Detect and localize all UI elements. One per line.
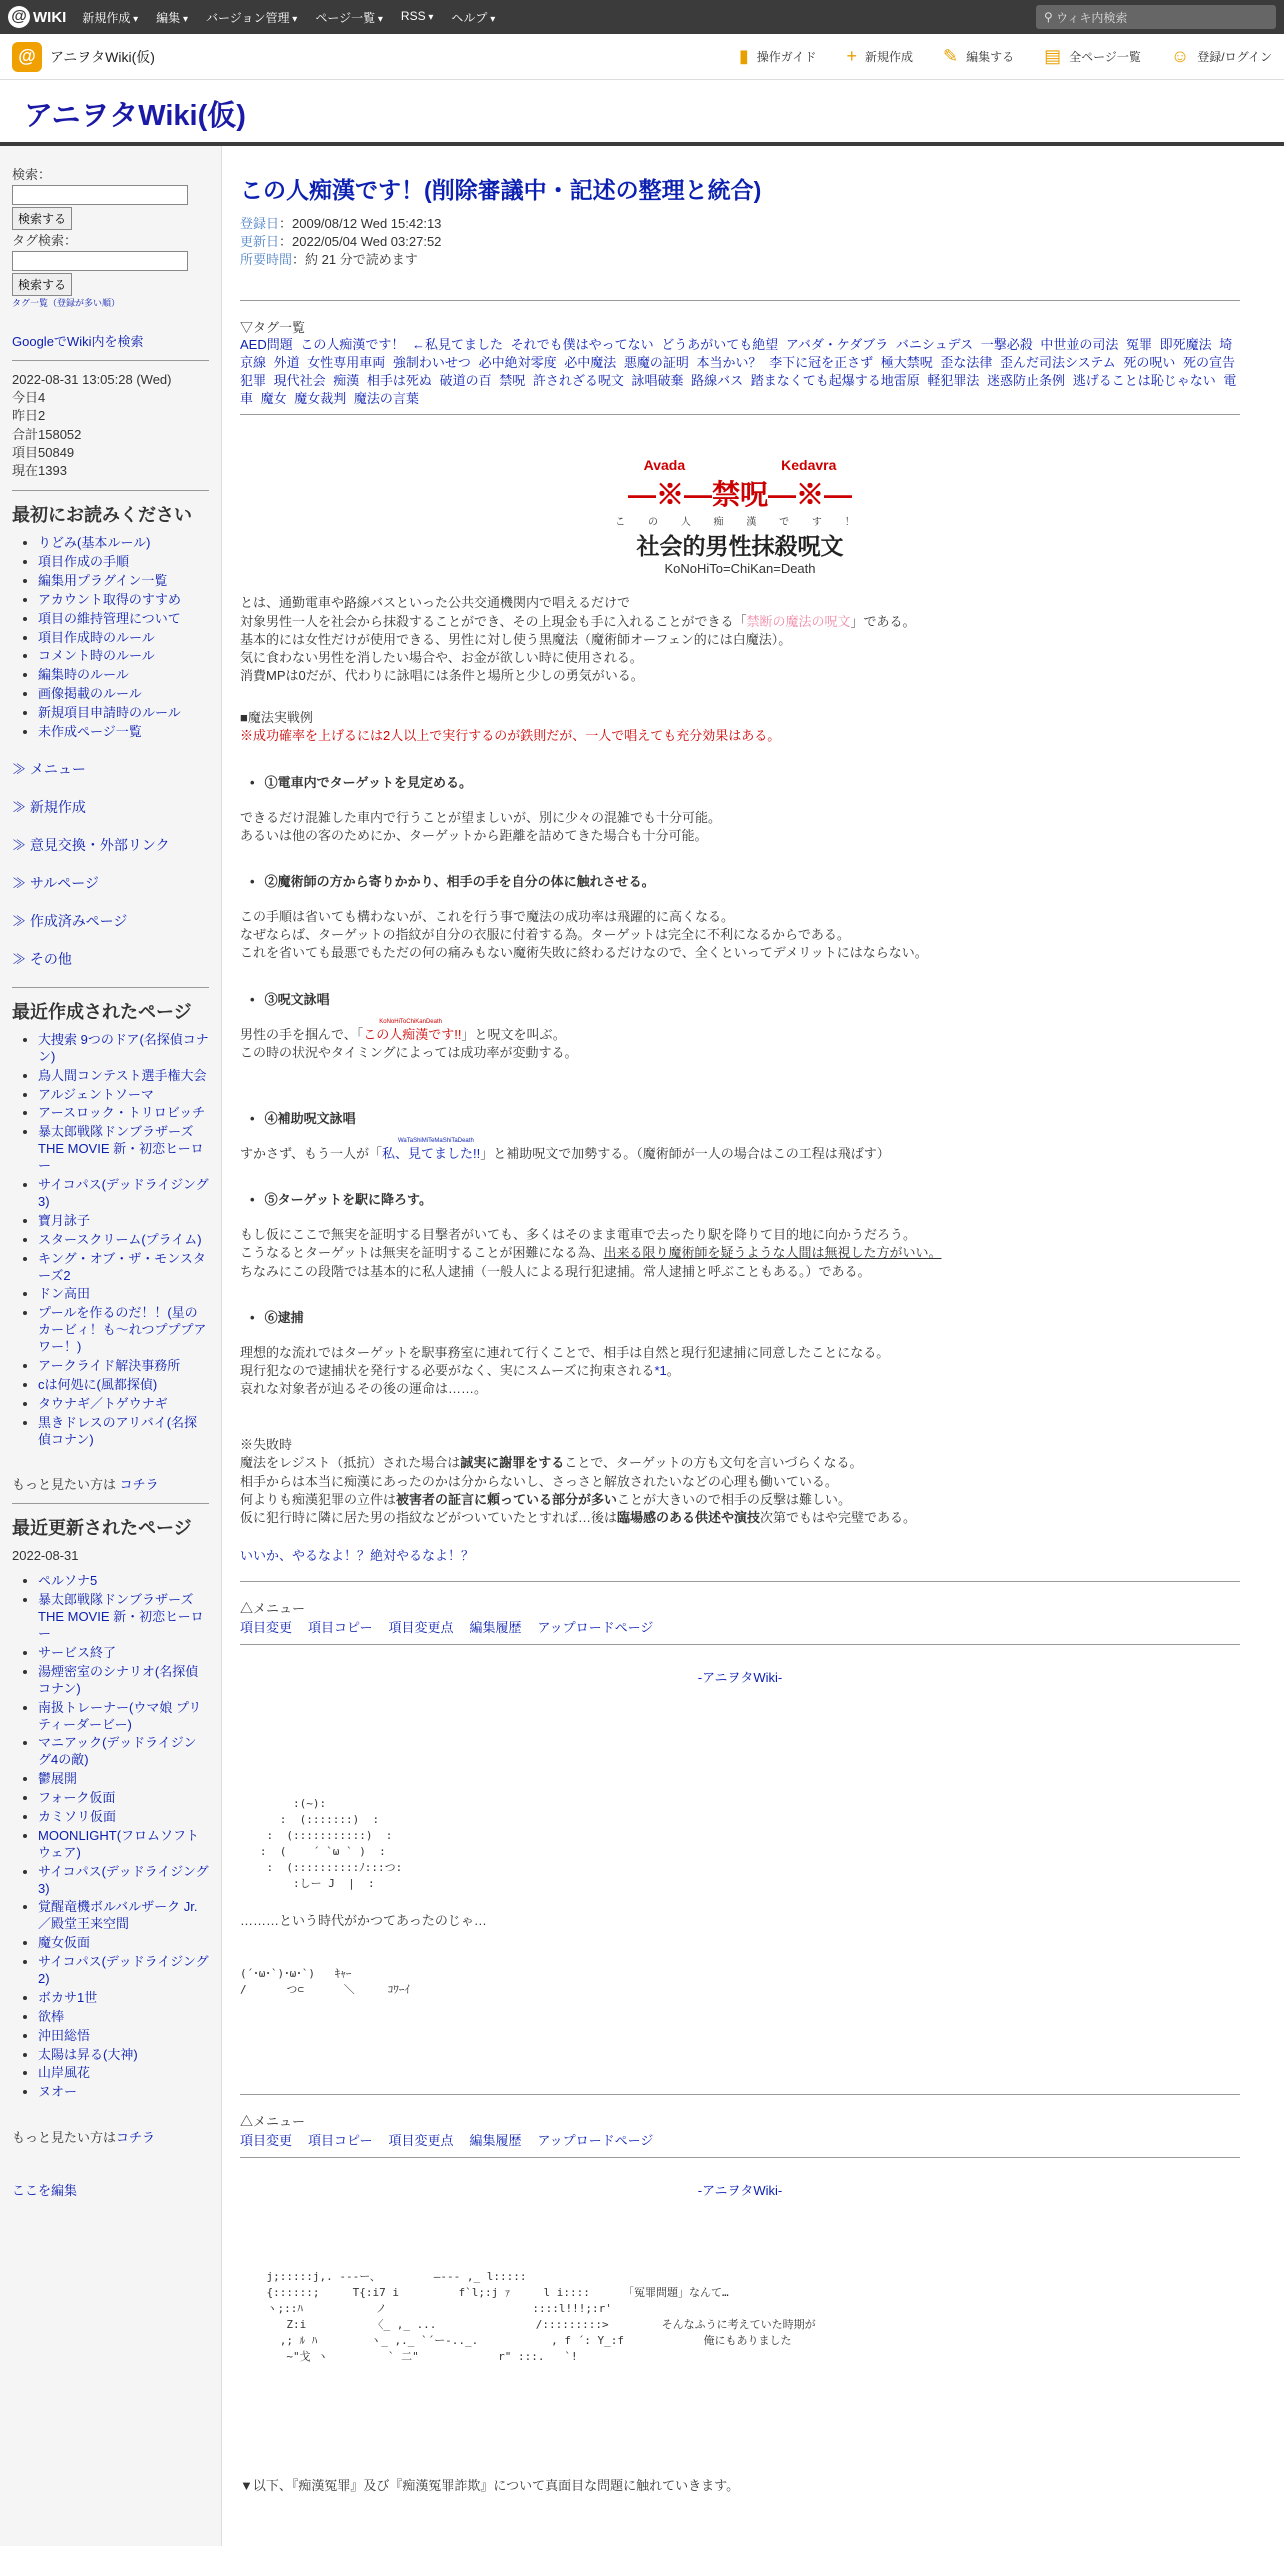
tag-link[interactable]: 冤罪 <box>1126 336 1153 352</box>
recent-updated-item <box>38 1573 209 1590</box>
section-created[interactable]: ≫ 作成済みページ <box>12 912 128 929</box>
tag-link[interactable]: 歪な法律 <box>940 354 993 370</box>
recent-updated-item <box>38 1664 209 1698</box>
tag-link[interactable]: 極大禁呪 <box>880 354 933 370</box>
recent-created-heading: 最近作成されたページ <box>12 1001 192 1022</box>
footer-history[interactable]: 編集履歴 <box>469 1620 522 1636</box>
recent-updated-item-link[interactable]: 魔女仮面 <box>38 1935 91 1951</box>
footer-menu-2 <box>240 2130 1240 2149</box>
recent-created-item <box>38 1358 209 1375</box>
tag-link[interactable]: 魔女裁判 <box>294 391 347 407</box>
recent-updated-item <box>38 1864 209 1898</box>
user-add-icon: ☺ <box>1170 46 1190 66</box>
tag-link[interactable]: 痴漢 <box>333 372 360 388</box>
recent-created-item-link[interactable]: アースロック・トリロビッチ <box>38 1105 206 1121</box>
first-read-item-link[interactable]: 編集用プラグイン一覧 <box>38 572 168 588</box>
tag-link[interactable]: 路線バス <box>691 372 744 388</box>
recent-created-item <box>38 1032 209 1066</box>
tag-link[interactable]: 女性専用車両 <box>307 354 386 370</box>
recent-created-item <box>38 1415 209 1449</box>
recent-created-item <box>38 1124 209 1175</box>
recent-updated-item <box>38 1592 209 1643</box>
example-heading: ■魔法実戦例 <box>240 710 313 726</box>
recent-updated-heading: 最近更新されたページ <box>12 1518 192 1539</box>
first-read-item-link[interactable]: りどみ(基本ルール) <box>38 535 151 551</box>
google-search-link[interactable]: GoogleでWiki内を検索 <box>12 334 144 349</box>
recent-updated-item-link[interactable]: サイコパス(デッドライジング3) <box>38 1863 209 1896</box>
recent-updated-date: 2022-08-31 <box>12 1548 79 1564</box>
menu-heading: △メニュー <box>240 1601 306 1617</box>
tag-heading[interactable]: ▽タグ一覧 <box>240 319 306 335</box>
era-text: ………という時代がかつてあったのじゃ… <box>240 1913 487 1928</box>
search-icon: ⚲ <box>1044 10 1057 24</box>
recent-updated-item-link[interactable]: 太陽は昇る(大神) <box>38 2046 138 2062</box>
page-meta: 登録日：2009/08/12 Wed 15:42:13 更新日：2022/05/04 Wed 03:27:52 所要時間：約 21 分で読めます <box>240 216 442 268</box>
document-icon: ▤ <box>1044 46 1062 66</box>
footer-copy-2[interactable]: 項目コピー <box>308 2133 373 2149</box>
tag-link[interactable]: 即死魔法 <box>1159 336 1212 352</box>
recent-updated-item-link[interactable]: 湯煙密室のシナリオ(名探偵コナン) <box>38 1663 199 1696</box>
recent-created-item <box>38 1377 209 1394</box>
footer-edit-2[interactable]: 項目変更 <box>240 2133 293 2149</box>
wiki-search-input[interactable]: ⚲ ウィキ内検索 <box>1036 5 1276 29</box>
recent-created-item-link[interactable]: キング・オブ・ザ・モンスターズ2 <box>38 1250 206 1283</box>
sub-bar <box>0 34 1284 80</box>
recent-created-item <box>38 1177 209 1211</box>
all-pages-button[interactable]: ▤ 全ページ一覧 <box>1044 46 1141 66</box>
first-read-item <box>38 573 209 590</box>
tag-link[interactable]: 死の呪い <box>1123 354 1176 370</box>
sidebar: 検索： 検索する タグ検索： 検索する タグ一覧（登録が多い順） GoogleでWiki内を検索 2022-08-31 13:05:28 (Wed) 今日4 昨日2 合計158052 項目50849 現在1393 最初にお読みください • りどみ(基本ルール) • 項目作成の手順 • 編集用プラグイン一覧 • アカウント取得のすすめ • 項目の維持管理について • 項目作成時のルール • コメント時のルール • 編集時のルール • 画像掲載のルール • 新規項目申請時のルール • 未作成ページ一覧 ≫ メニュー ≫ 新規作成 ≫ 意見交換・外部リンク ≫ サルページ ≫ 作成済みページ ≫ その他 最近作成されたページ • 大捜索 9つのドア(名探偵コナン) • 鳥人間コンテスト選手権大会 • アルジェントソーマ • アースロック・トリロビッチ • 暴太郎戦隊ドンブラザーズ THE MOVIE 新・初恋ヒーロー • サイコパス(デッドライジング3) • 寶月詠子 • スタースクリーム(プライム) • キング・オブ・ザ・モンスターズ2 • ドン高田 • プールを作るのだ！！(星のカービィ！も〜れつプププアワー！) • アークライド解決事務所 • cは何処に(風都探偵) • タウナギ／トゲウナギ • 黒きドレスのアリバイ(名探偵コナン) もっと見たい方は コチラ 最近更新されたページ 2022-08-31 • ペルソナ5 • 暴太郎戦隊ドンブラザーズ THE MOVIE 新・初恋ヒーロー • サービス終了 • 湯煙密室のシナリオ(名探偵コナン) • 南扱トレーナー(ウマ娘 プリティーダービー) • マニアック(デッドライジング4の敵) • 鬱展開 • フォーク仮面 • カミソリ仮面 • MOONLIGHT(フロムソフトウェア) • サイコパス(デッドライジング3) • 覚醒竜機ボルバルザーク Jr.／殿堂王来空間 • 魔女仮面 • サイコパス(デッドライジング2) • ボカサ1世 • 欲棒 • 沖田総悟 • 太陽は昇る(大神) • 山岸風花 • ヌオー もっと見たい方はコチラ ここを編集 <box>0 146 222 2546</box>
recent-updated-item <box>38 1735 209 1769</box>
tag-link[interactable]: 中世並の司法 <box>1040 336 1119 352</box>
recent-updated-list <box>38 1573 209 2101</box>
tag-search-label: タグ検索： <box>12 233 78 248</box>
edit-sidebar-link[interactable]: ここを編集 <box>12 2183 78 2199</box>
tag-link[interactable]: 必中魔法 <box>564 354 617 370</box>
first-read-item <box>38 724 209 741</box>
recent-created-item-link[interactable]: アルジェントソーマ <box>38 1086 154 1102</box>
footer-diff[interactable]: 項目変更点 <box>388 1620 454 1636</box>
recent-updated-item <box>38 2028 209 2045</box>
step-4: • ④補助呪文詠唱 <box>250 1108 1240 1127</box>
sidebar-search-input[interactable] <box>12 185 188 205</box>
step-6: • ⑥逮捕 <box>250 1307 1240 1326</box>
first-read-item-link[interactable]: 項目作成時のルール <box>38 629 155 645</box>
section-salvage[interactable]: ≫ サルページ <box>12 874 99 891</box>
book-icon: ▮ <box>738 46 749 66</box>
recent-updated-item <box>38 1935 209 1952</box>
recent-updated-item-link[interactable]: サイコパス(デッドライジング2) <box>38 1954 209 1986</box>
page-title: この人痴漢です！(削除審議中・記述の整理と統合) <box>240 177 762 203</box>
recent-created-item-link[interactable]: サイコパス(デッドライジング3) <box>38 1177 209 1209</box>
first-read-item <box>38 648 209 665</box>
recent-created-item <box>38 1213 209 1230</box>
tag-search-input[interactable] <box>12 251 188 271</box>
top-menu <box>82 9 495 26</box>
first-read-item <box>38 554 209 571</box>
wiki-logo[interactable]: @ WIKI <box>8 6 66 28</box>
recent-created-item <box>38 1087 209 1104</box>
section-menu[interactable]: ≫ メニュー <box>12 760 86 777</box>
tag-link[interactable]: 死の宣告 <box>1183 354 1236 370</box>
new-page-button[interactable]: + 新規作成 <box>846 46 913 66</box>
footer-diff-2[interactable]: 項目変更点 <box>388 2133 454 2149</box>
menu-pages[interactable]: ページ一覧 ▾ <box>315 9 383 26</box>
first-read-item <box>38 667 209 684</box>
recent-created-item <box>38 1286 209 1303</box>
first-read-list <box>38 535 209 741</box>
closing-line: いいか、やるなよ！？絶対やるなよ！？ <box>240 1548 475 1564</box>
tag-link[interactable]: 魔女 <box>260 391 287 407</box>
login-button[interactable]: ☺ 登録/ログイン <box>1170 46 1272 66</box>
first-read-item-link[interactable]: 編集時のルール <box>38 667 129 683</box>
recent-created-item-link[interactable]: cは何処に(風都探偵) <box>38 1376 158 1392</box>
recent-created-item-link[interactable]: 寶月詠子 <box>38 1212 91 1228</box>
recent-updated-item <box>38 2009 209 2026</box>
tag-link[interactable]: どうあがいても絶望 <box>661 336 779 352</box>
tag-link[interactable]: 相手は死ぬ <box>366 372 432 388</box>
example-note: ※成功確率を上げるには2人以上で実行するのが鉄則だが、一人で唱えても充分効果はある。 <box>240 728 781 744</box>
tag-link[interactable]: この人痴漢です！ <box>300 336 405 352</box>
recent-updated-item-link[interactable]: 沖田総悟 <box>38 2027 91 2043</box>
recent-updated-item <box>38 1954 209 1988</box>
tag-link[interactable]: 軽犯罪法 <box>927 372 980 388</box>
tag-link[interactable]: 魔法の言葉 <box>353 391 419 407</box>
recent-updated-item-link[interactable]: 鬱展開 <box>38 1771 78 1787</box>
tag-link[interactable]: 強制わいせつ <box>392 354 471 370</box>
recent-created-item-link[interactable]: タウナギ／トゲウナギ <box>38 1395 168 1411</box>
first-read-item <box>38 686 209 703</box>
first-read-item-link[interactable]: アカウント取得のすすめ <box>38 591 182 607</box>
section-links[interactable]: ≫ 意見交換・外部リンク <box>12 836 170 853</box>
pencil-icon: ✎ <box>942 46 959 66</box>
first-read-item-link[interactable]: 未作成ページ一覧 <box>38 724 142 740</box>
tag-link[interactable]: 歪んだ司法システム <box>1000 354 1116 370</box>
top-bar <box>0 0 1284 34</box>
recent-created-item <box>38 1396 209 1413</box>
divider <box>12 490 209 491</box>
main-content: この人痴漢です！(削除審議中・記述の整理と統合) 登録日：2009/08/12 Wed 15:42:13 更新日：2022/05/04 Wed 03:27:52 所要時間：約 21 分で読めます ▽タグ一覧 AED問題 この人痴漢です！ ←私見てました それでも僕はやってない どうあがいても絶望 アバダ・ケダブラ バニシュデス 一撃必殺 中世並の司法 冤罪 即死魔法 埼京線 外道 女性専用車両 強制わいせつ 必中絶対零度 必中魔法 悪魔の証明 本当かい？ 李下に冠を正さず 極大禁呪 歪な法律 歪んだ司法システム 死の呪い 死の宣告 犯罪 現代社会 痴漢 相手は死ぬ 破道の百 禁呪 許されざる呪文 詠唱破棄 路線バス 踏まなくても起爆する地雷原 軽犯罪法 迷惑防止条例 逃げることは恥じゃない 電車 魔女 魔女裁判 魔法の言葉 Avada Kedavra ―※―禁呪―※― こ の 人 痴 漢 で す ！ 社会的男性抹殺呪文 KoNoHiTo=ChiKan=Death とは、通勤電車や路線バスといった公共交通機関内で唱えるだけで 対象男性一人を社会から抹殺することができ、その上現金も手に入れることができる「禁断の魔法の呪文」である。 基本的には女性だけが使用できる、男性に対し使う黒魔法（魔術師オーフェン的には白魔法）。 気に食わない男性を消したい場合や、お金が欲しい時に使用される。 消費MPは0だが、代わりに詠唱には条件と場所と少しの勇気がいる。 ■魔法実戦例 ※成功確率を上げるには2人以上で実行するのが鉄則だが、一人で唱えても充分効果はある。 • ①電車内でターゲットを見定める。 できるだけ混雑した車内で行うことが望ましいが、別に少々の混雑でも十分可能。 あるいは他の客のためにか、ターゲットから距離を詰めてきた場合も十分可能。 • ②魔術師の方から寄りかかり、相手の手を自分の体に触れさせる。 この手順は省いても構わないが、これを行う事で魔法の成功率は飛躍的に高くなる。 なぜならば、ターゲットの指紋が自分の衣服に付着する為。ターゲットは完全に不利になるからである。 これを省いても最悪でもただの何の痛みもない魔術失敗に終わるだけなので、全くといってデメリットにはならない。 • ③呪文詠唱 男性の手を掴んで、「 KoNoHiToChiKanDeath この人痴漢です!!」と呪文を叫ぶ。 この時の状況やタイミングによっては成功率が変動する。 • ④補助呪文詠唱 すかさず、もう一人が「 WaTaShiMiTeMaShiTaDeath 私、見てました!!」と補助呪文で加勢する。（魔術師が一人の場合はこの工程は飛ばす） • ⑤ターゲットを駅に降ろす。 もし仮にここで無実を証明する目撃者がいても、多くはそのまま電車で去ったり駅を降りて目的地に向かうだろう。 こうなるとターゲットは無実を証明することが困難になる為、出来る限り魔術師を疑うような人間は無視した方がいい。 ちなみにこの段階では基本的に私人逮捕（一般人による現行犯逮捕。常人逮捕と呼ぶこともある。）である。 • ⑥逮捕 理想的な流れではターゲットを駅事務室に連れて行くことで、相手は自然と現行犯逮捕に同意したことになる。 現行犯なので逮捕状を発行する必要がなく、実にスムーズに拘束される*1。 哀れな対象者が辿るその後の運命は……。 ※失敗時 魔法をレジスト（抵抗）された場合は誠実に謝罪をすることで、ターゲットの方も文句を言いづらくなる。 相手からは本当に痴漢にあったのかは分からないし、さっさと解放されたいなどの心理も働いている。 何よりも痴漢犯罪の立件は被害者の証言に頼っている部分が多いことが大きいので相手の反撃は難しい。 仮に犯行時に隣に居た男の指紋などがついていたとすれば…後は臨場感のある供述や演技次第でもはや完璧である。 いいか、やるなよ！？絶対やるなよ！？ △メニュー 項目変更 項目コピー 項目変更点 編集履歴 アップロードページ -アニヲタWiki- :(~): : (:::::::) : : (:::::::::::) : : ( ´ `ω ` ) : : (::::::::::ﾉ:::つ: :しー J | : ………という時代がかつてあったのじゃ… (´･ω･`)･ω･`) ｷｬｰ / つ⊂ ＼ ｺﾜｰｲ △メニュー 項目変更 項目コピー 項目変更点 編集履歴 アップロードページ -アニヲタWiki- j;:::::j,. ---ー、 —--- ,_ l::::: {::::::; T{:i7 i f`l;:j ｧ l i:::: 「冤罪問題」なんて… ヽ;::ﾊ ノ ::::l!!!;:r' Z:i 〈_ ,_ ... /:::::::::> そんなふうに考えていた時期が ,; ﾙ ﾊ ヽ_ ,._ `´ー-.._. , f ´: Y_:f 俺にもありました ~"戈 ヽ ` 二" r" :::. `! ▼以下、『痴漢冤罪』及び『痴漢冤罪詐欺』について真面目な問題に触れていきます。 <box>222 146 1258 2546</box>
tag-link[interactable]: 一撃必殺 <box>980 336 1033 352</box>
recent-created-item-link[interactable]: ドン高田 <box>38 1286 91 1302</box>
tag-link[interactable]: 破道の百 <box>439 372 492 388</box>
edit-button[interactable]: ✎ 編集する <box>942 46 1015 66</box>
tag-link[interactable]: 許されざる呪文 <box>532 372 624 388</box>
final-note: ▼以下、『痴漢冤罪』及び『痴漢冤罪詐欺』について真面目な問題に触れていきます。 <box>240 2477 740 2493</box>
recent-updated-item <box>38 2065 209 2082</box>
guide-button[interactable]: ▮ 操作ガイド <box>738 46 817 66</box>
recent-updated-item-link[interactable]: 暴太郎戦隊ドンブラザーズ THE MOVIE 新・初恋ヒーロー <box>38 1592 204 1642</box>
first-read-item-link[interactable]: 画像掲載のルール <box>38 686 142 702</box>
tag-link[interactable]: 埼京線 <box>240 336 1233 370</box>
tag-list-link[interactable]: タグ一覧（登録が多い順） <box>12 298 121 308</box>
tag-link[interactable]: 本当かい？ <box>696 354 762 370</box>
footer-upload-2[interactable]: アップロードページ <box>537 2133 654 2149</box>
recent-updated-item-link[interactable]: 山岸風花 <box>38 2065 91 2081</box>
step-1: • ①電車内でターゲットを見定める。 <box>250 772 1240 791</box>
recent-updated-item <box>38 1790 209 1807</box>
forbidden-spell-link[interactable]: 禁断の魔法の呪文 <box>746 613 851 629</box>
first-read-item <box>38 611 209 628</box>
recent-updated-item-link[interactable]: 欲棒 <box>38 2008 65 2024</box>
recent-updated-item-link[interactable]: 南扱トレーナー(ウマ娘 プリティーダービー) <box>38 1699 202 1732</box>
first-read-heading: 最初にお読みください <box>12 505 192 526</box>
recent-updated-item <box>38 1771 209 1788</box>
spell-header: Avada Kedavra ―※―禁呪―※― こ の 人 痴 漢 で す ！ 社会的男性抹殺呪文 KoNoHiTo=ChiKan=Death <box>615 457 865 577</box>
divider <box>12 1503 209 1504</box>
ascii-art-2: (´･ω･`)･ω･`) ｷｬｰ / つ⊂ ＼ ｺﾜｰｲ <box>240 1967 410 1997</box>
recent-created-list <box>38 1032 209 1448</box>
sub-nav <box>739 46 1272 67</box>
first-read-item <box>38 535 209 552</box>
first-read-item-link[interactable]: コメント時のルール <box>38 648 155 664</box>
tag-link[interactable]: 詠唱破棄 <box>631 372 684 388</box>
tag-search-button[interactable]: 検索する <box>12 273 72 296</box>
section-other[interactable]: ≫ その他 <box>12 950 72 967</box>
banner <box>0 80 1284 146</box>
tag-link[interactable]: 現代社会 <box>273 372 326 388</box>
recent-created-item-link[interactable]: アークライド解決事務所 <box>38 1357 181 1373</box>
recent-updated-item-link[interactable]: カミソリ仮面 <box>38 1808 117 1824</box>
first-read-item-link[interactable]: 新規項目申請時のルール <box>38 705 181 721</box>
tag-link[interactable]: 逃げることは恥じゃない <box>1072 372 1216 388</box>
plus-icon: + <box>846 46 857 66</box>
tag-link[interactable]: 踏まなくても起爆する地雷原 <box>750 372 920 388</box>
tag-link[interactable]: 禁呪 <box>499 372 526 388</box>
recent-updated-item <box>38 1899 209 1933</box>
recent-created-item-link[interactable]: 大捜索 9つのドア(名探偵コナン) <box>38 1031 209 1064</box>
first-read-item-link[interactable]: 項目の維持管理について <box>38 610 181 626</box>
recent-created-item-link[interactable]: スタースクリーム(プライム) <box>38 1231 202 1247</box>
recent-created-item-link[interactable]: 鳥人間コンテスト選手権大会 <box>38 1067 207 1083</box>
tag-link[interactable]: 犯罪 <box>240 372 267 388</box>
tag-link[interactable]: それでも僕はやってない <box>510 336 654 352</box>
recent-created-item-link[interactable]: 暴太郎戦隊ドンブラザーズ THE MOVIE 新・初恋ヒーロー <box>38 1124 204 1174</box>
recent-updated-item-link[interactable]: 覚醒竜機ボルバルザーク Jr.／殿堂王来空間 <box>38 1899 198 1932</box>
footnote-link[interactable]: *1 <box>654 1362 667 1378</box>
recent-updated-item-link[interactable]: サービス終了 <box>38 1644 117 1660</box>
tag-link[interactable]: ←私見てました <box>412 336 504 352</box>
site-logo-icon[interactable]: @ <box>12 42 42 72</box>
recent-created-item <box>38 1251 209 1285</box>
recent-updated-item-link[interactable]: フォーク仮面 <box>38 1790 116 1806</box>
recent-updated-item <box>38 1645 209 1662</box>
divider <box>12 987 209 988</box>
recent-created-item <box>38 1068 209 1085</box>
recent-updated-item <box>38 1700 209 1734</box>
tag-link[interactable]: アバダ・ケダブラ <box>785 336 889 352</box>
recent-created-item-link[interactable]: プールを作るのだ！！(星のカービィ！も〜れつプププアワー！) <box>38 1305 207 1355</box>
first-read-item <box>38 705 209 722</box>
site-footer-link[interactable]: -アニヲタWiki- <box>697 1670 783 1686</box>
step-3: • ③呪文詠唱 <box>250 989 1240 1008</box>
ascii-art-1: :(~): : (:::::::) : : (:::::::::::) : : ( ´ `ω ` ) : : (::::::::::ﾉ:::つ: :しー J | : <box>259 1797 403 1891</box>
tag-link[interactable]: AED問題 <box>240 336 293 352</box>
footer-menu-1 <box>240 1617 1240 1636</box>
site-title[interactable]: アニヲタWiki(仮) <box>50 48 155 65</box>
menu-new[interactable]: 新規作成 ▾ <box>82 9 138 26</box>
more-updated-link[interactable]: コチラ <box>116 2130 156 2146</box>
recent-updated-item <box>38 1809 209 1826</box>
menu-rss[interactable]: RSS ▾ <box>401 9 434 26</box>
first-read-item <box>38 592 209 609</box>
divider <box>12 360 209 361</box>
footer-upload[interactable]: アップロードページ <box>537 1620 654 1636</box>
section-new[interactable]: ≫ 新規作成 <box>12 798 86 815</box>
menu-edit[interactable]: 編集 ▾ <box>156 9 188 26</box>
tag-link[interactable]: 電車 <box>240 372 1237 407</box>
banner-title[interactable]: アニヲタWiki(仮) <box>24 100 246 132</box>
intro: とは、通勤電車や路線バスといった公共交通機関内で唱えるだけで 対象男性一人を社会から抹殺することができ、その上現金も手に入れることができる「禁断の魔法の呪文」である。 基本的には女性だけが使用できる、男性に対し使う黒魔法（魔術師オーフェン的には白魔法）。 気に食わない男性を消したい場合や、お金が欲しい時に使用される。 消費MPは0だが、代わりに詠唱には条件と場所と少しの勇気がいる。 <box>240 595 916 684</box>
step-5: • ⑤ターゲットを駅に降ろす。 <box>250 1189 1240 1208</box>
stats: 2022-08-31 13:05:28 (Wed) 今日4 昨日2 合計158052 項目50849 現在1393 <box>12 372 172 478</box>
step-2: • ②魔術師の方から寄りかかり、相手の手を自分の体に触れさせる。 <box>250 871 1240 890</box>
recent-updated-item <box>38 1990 209 2007</box>
recent-updated-item-link[interactable]: ヌオー <box>38 2084 78 2100</box>
recent-created-item <box>38 1232 209 1249</box>
footer-edit[interactable]: 項目変更 <box>240 1620 293 1636</box>
tag-link[interactable]: 必中絶対零度 <box>478 354 557 370</box>
footer-history-2[interactable]: 編集履歴 <box>469 2133 522 2149</box>
menu-help[interactable]: ヘルプ ▾ <box>451 9 495 26</box>
recent-updated-item-link[interactable]: マニアック(デッドライジング4の敵) <box>38 1735 197 1768</box>
menu-heading-2: △メニュー <box>240 2114 306 2130</box>
tag-link[interactable]: 悪魔の証明 <box>623 354 689 370</box>
tag-link[interactable]: バニシュデス <box>895 336 974 352</box>
tag-link[interactable]: 外道 <box>273 354 300 370</box>
recent-updated-item <box>38 2084 209 2101</box>
more-created-link[interactable]: コチラ <box>119 1477 159 1493</box>
ascii-art-3: j;:::::j,. ---ー、 —--- ,_ l::::: {::::::; T{:i7 i f`l;:j ｧ l i:::: 「冤罪問題」なんて… ヽ;::ﾊ ノ ::::l!!!;:r' Z:i 〈_ ,_ ... /:::::::::> そんなふうに考えていた時期が ,; ﾙ ﾊ ヽ_ ,._ `´ー-.._. , f ´: Y_:f 俺にもありました ~"戈 ヽ ` 二" r" :::. `! <box>266 2270 816 2363</box>
recent-updated-item-link[interactable]: ボカサ1世 <box>38 1989 98 2005</box>
first-read-item-link[interactable]: 項目作成の手順 <box>38 554 130 570</box>
tag-list <box>240 336 1240 409</box>
search-label: 検索： <box>12 167 52 182</box>
menu-version[interactable]: バージョン管理 ▾ <box>206 9 297 26</box>
first-read-item <box>38 630 209 647</box>
tag-link[interactable]: 李下に冠を正さず <box>769 354 874 370</box>
recent-created-item-link[interactable]: 黒きドレスのアリバイ(名探偵コナン) <box>38 1414 198 1447</box>
at-icon: @ <box>8 6 30 28</box>
footer-copy[interactable]: 項目コピー <box>308 1620 373 1636</box>
sidebar-search-button[interactable]: 検索する <box>12 207 72 230</box>
tag-link[interactable]: 迷惑防止条例 <box>987 372 1066 388</box>
recent-created-item <box>38 1105 209 1122</box>
recent-updated-item-link[interactable]: MOONLIGHT(フロムソフトウェア) <box>38 1827 200 1860</box>
recent-updated-item <box>38 1828 209 1862</box>
recent-updated-item-link[interactable]: ペルソナ5 <box>38 1573 98 1589</box>
recent-updated-item <box>38 2047 209 2064</box>
failure-section: ※失敗時 魔法をレジスト（抵抗）された場合は誠実に謝罪をすることで、ターゲットの方も文句を言いづらくなる。 相手からは本当に痴漢にあったのかは分からないし、さっさと解放されたいなどの心理も働いている。 何よりも痴漢犯罪の立件は被害者の証言に頼っている部分が多いことが大きいので相手の反撃は難しい。 仮に犯行時に隣に居た男の指紋などがついていたとすれば…後は臨場感のある供述や演技次第でもはや完璧である。 <box>240 1437 917 1525</box>
recent-created-item <box>38 1305 209 1356</box>
site-footer-link-2[interactable]: -アニヲタWiki- <box>697 2183 783 2199</box>
